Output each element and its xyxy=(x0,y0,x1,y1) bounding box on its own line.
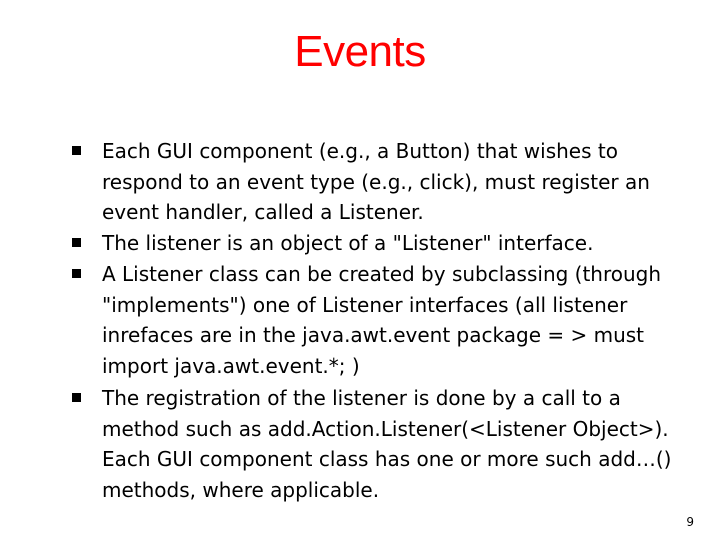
bullet-text: Each GUI component (e.g., a Button) that wishes to respond to an event type (e.g., click), must register an event handler, called a Listener. xyxy=(102,139,650,224)
square-bullet-icon xyxy=(72,146,81,155)
bullet-item xyxy=(72,228,702,259)
square-bullet-icon xyxy=(72,269,81,278)
bullet-text: The registration of the listener is done by a call to a method such as add.Action.Listener(<Listener Object>). Each GUI component class has one or more such add…() methods, where applicable. xyxy=(102,386,672,502)
page-number: 9 xyxy=(686,515,694,529)
bullet-item xyxy=(72,136,702,228)
bullet-text: The listener is an object of a "Listener" interface. xyxy=(102,231,594,255)
bullet-text: A Listener class can be created by subclassing (through "implements") one of Listener interfaces (all listener inrefaces are in the java.awt.event package = > must import java.awt.event.*; ) xyxy=(102,262,662,378)
bullet-item xyxy=(72,259,702,381)
square-bullet-icon xyxy=(72,238,81,247)
bullet-item xyxy=(72,383,702,505)
square-bullet-icon xyxy=(72,393,81,402)
slide-title: Events xyxy=(294,27,426,76)
